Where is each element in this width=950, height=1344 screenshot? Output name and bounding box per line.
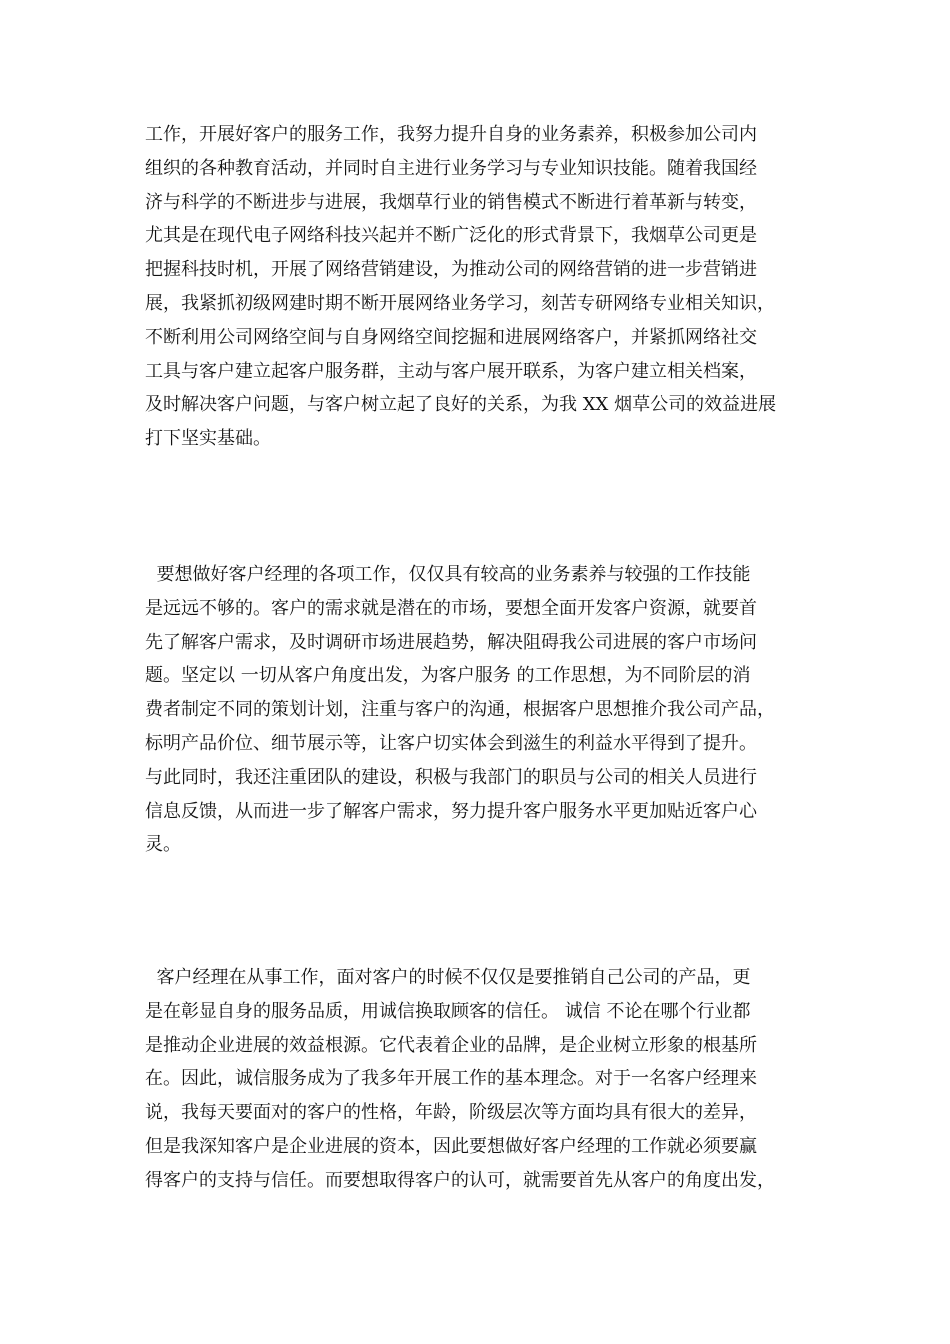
text-line: 与此同时，我还注重团队的建设，积极与我部门的职员与公司的相关人员进行 [145, 766, 757, 788]
text-line: 工具与客户建立起客户服务群，主动与客户展开联系，为客户建立相关档案， [145, 360, 757, 382]
text-line: 费者制定不同的策划计划，注重与客户的沟通，根据客户思想推介我公司产品， [145, 699, 775, 721]
text-line: 及时解决客户问题，与客户树立起了良好的关系，为我 XX 烟草公司的效益进展 [145, 394, 777, 416]
text-line: 但是我深知客户是企业进展的资本，因此要想做好客户经理的工作就必须要赢 [145, 1135, 757, 1157]
text-line: 在。因此，诚信服务成为了我多年开展工作的基本理念。对于一名客户经理来 [145, 1068, 757, 1090]
paragraph-3 [145, 961, 810, 1198]
text-line: 不断利用公司网络空间与自身网络空间挖掘和进展网络客户，并紧抓网络社交 [145, 326, 757, 348]
paragraph-2 [145, 558, 810, 862]
text-line: 灵。 [145, 834, 181, 856]
text-line: 说，我每天要面对的客户的性格，年龄，阶级层次等方面均具有很大的差异， [145, 1102, 757, 1124]
text-line: 题。坚定以 一切从客户角度出发，为客户服务 的工作思想，为不同阶层的消 [145, 665, 751, 687]
text-line: 把握科技时机，开展了网络营销建设，为推动公司的网络营销的进一步营销进 [145, 259, 757, 281]
text-line: 济与科学的不断进步与进展，我烟草行业的销售模式不断进行着革新与转变， [145, 191, 757, 213]
text-line: 要想做好客户经理的各项工作，仅仅具有较高的业务素养与较强的工作技能 [145, 564, 751, 585]
text-line: 展，我紧抓初级网建时期不断开展网络业务学习，刻苦专研网络专业相关知识， [145, 292, 775, 314]
text-line: 客户经理在从事工作，面对客户的时候不仅仅是要推销自己公司的产品，更 [145, 967, 751, 988]
text-line: 工作，开展好客户的服务工作，我努力提升自身的业务素养，积极参加公司内 [145, 124, 757, 145]
text-line: 是推动企业进展的效益根源。它代表着企业的品牌，是企业树立形象的根基所 [145, 1034, 757, 1056]
text-line: 标明产品价位、细节展示等，让客户切实体会到滋生的利益水平得到了提升。 [145, 732, 757, 754]
text-line: 先了解客户需求，及时调研市场进展趋势，解决阻碍我公司进展的客户市场问 [145, 631, 757, 653]
text-line: 信息反馈，从而进一步了解客户需求，努力提升客户服务水平更加贴近客户心 [145, 800, 757, 822]
text-line: 是远远不够的。客户的需求就是潜在的市场，要想全面开发客户资源，就要首 [145, 597, 757, 619]
text-line: 打下坚实基础。 [145, 428, 271, 450]
text-line: 尤其是在现代电子网络科技兴起并不断广泛化的形式背景下，我烟草公司更是 [145, 225, 757, 247]
text-line: 是在彰显自身的服务品质，用诚信换取顾客的信任。 诚信 不论在哪个行业都 [145, 1000, 751, 1022]
paragraph-1 [145, 118, 810, 456]
text-line: 组织的各种教育活动，并同时自主进行业务学习与专业知识技能。随着我国经 [145, 157, 757, 179]
text-line: 得客户的支持与信任。而要想取得客户的认可，就需要首先从客户的角度出发， [145, 1169, 775, 1191]
